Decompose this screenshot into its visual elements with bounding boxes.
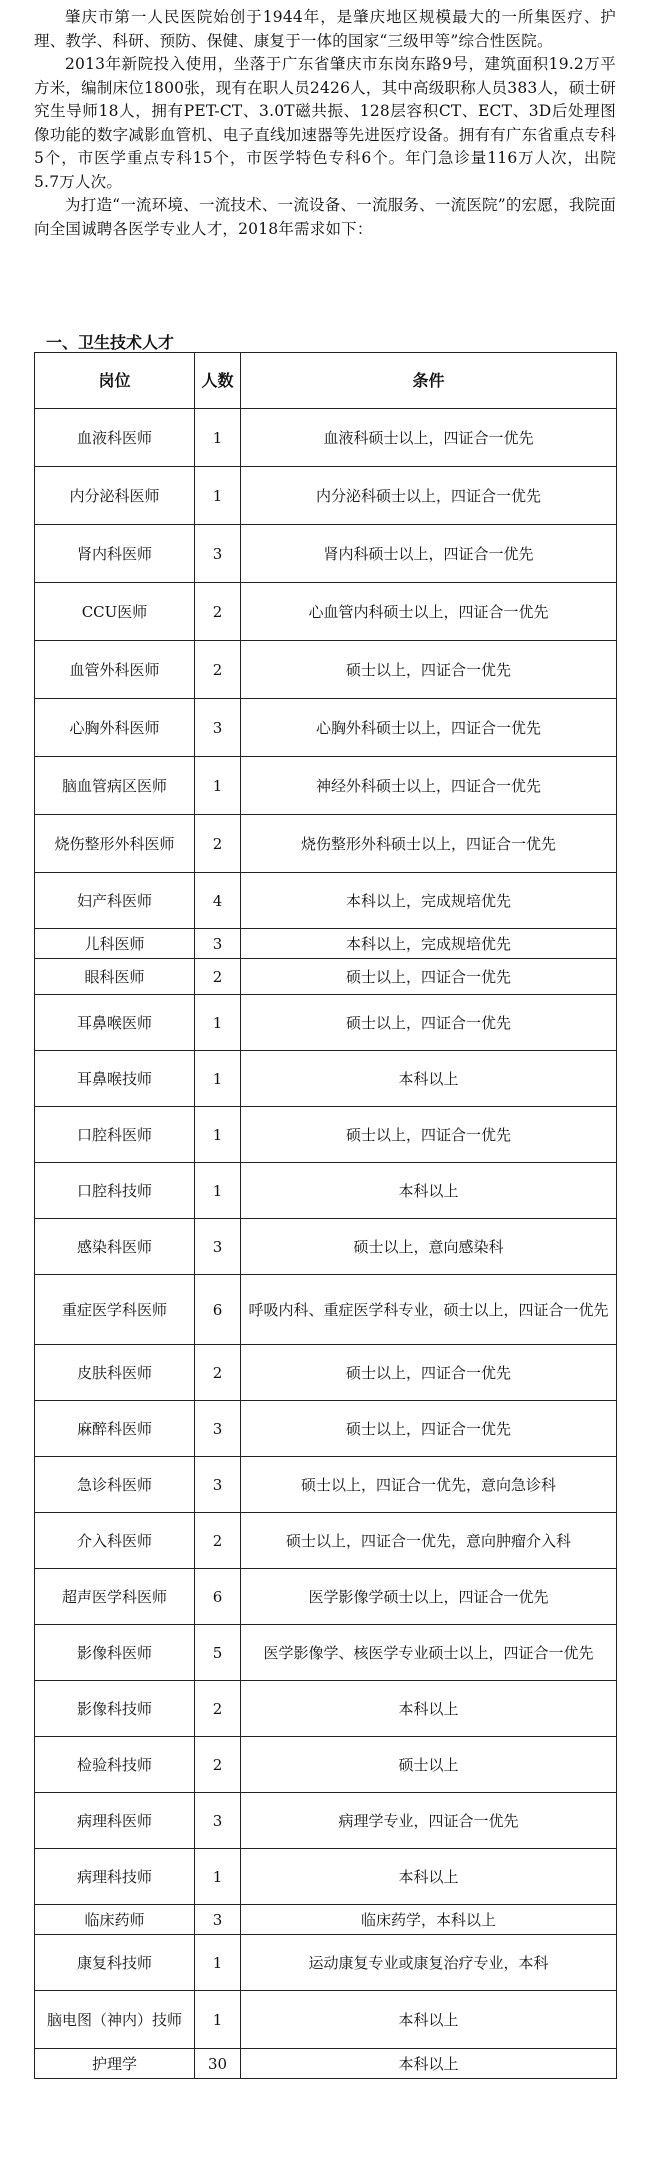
row-count-cell: 3 <box>195 699 241 757</box>
row-position-cell: 血管外科医师 <box>35 641 195 699</box>
table-row <box>35 525 617 583</box>
row-condition-cell: 医学影像学硕士以上，四证合一优先 <box>241 1569 617 1625</box>
row-condition-cell: 本科以上 <box>241 1991 617 2049</box>
row-count-cell: 1 <box>195 1991 241 2049</box>
table-row <box>35 929 617 959</box>
row-position-cell: 感染科医师 <box>35 1219 195 1275</box>
row-condition-cell: 硕士以上，四证合一优先 <box>241 995 617 1051</box>
table-row <box>35 641 617 699</box>
row-condition-cell: 硕士以上，四证合一优先 <box>241 1345 617 1401</box>
table-row <box>35 1681 617 1737</box>
row-condition-cell: 硕士以上，意向感染科 <box>241 1219 617 1275</box>
table-row <box>35 1625 617 1681</box>
row-position-cell: 病理科医师 <box>35 1793 195 1849</box>
row-position-cell: 急诊科医师 <box>35 1457 195 1513</box>
table-row <box>35 467 617 525</box>
row-count-cell: 2 <box>195 959 241 995</box>
table-row <box>35 2049 617 2079</box>
row-position-cell: 病理科技师 <box>35 1849 195 1905</box>
row-count-cell: 1 <box>195 1163 241 1219</box>
row-position-cell: 重症医学科医师 <box>35 1275 195 1345</box>
row-count-cell: 3 <box>195 525 241 583</box>
row-condition-cell: 本科以上 <box>241 1849 617 1905</box>
row-count-cell: 2 <box>195 1737 241 1793</box>
table-row <box>35 1051 617 1107</box>
table-row <box>35 699 617 757</box>
intro-text <box>34 6 616 241</box>
row-position-cell: 超声医学科医师 <box>35 1569 195 1625</box>
row-count-cell: 4 <box>195 873 241 929</box>
row-count-cell: 3 <box>195 1401 241 1457</box>
row-condition-cell: 呼吸内科、重症医学科专业，硕士以上，四证合一优先 <box>241 1275 617 1345</box>
row-condition-cell: 血液科硕士以上，四证合一优先 <box>241 409 617 467</box>
row-condition-cell: 烧伤整形外科硕士以上，四证合一优先 <box>241 815 617 873</box>
row-position-cell: 内分泌科医师 <box>35 467 195 525</box>
row-count-cell: 5 <box>195 1625 241 1681</box>
row-count-cell: 2 <box>195 1681 241 1737</box>
table-row <box>35 1905 617 1935</box>
row-position-cell: 影像科技师 <box>35 1681 195 1737</box>
table-row <box>35 873 617 929</box>
row-position-cell: 脑电图（神内）技师 <box>35 1991 195 2049</box>
row-condition-cell: 硕士以上，四证合一优先 <box>241 1107 617 1163</box>
row-condition-cell: 硕士以上，四证合一优先 <box>241 959 617 995</box>
row-count-cell: 3 <box>195 1457 241 1513</box>
header-count: 人数 <box>195 353 241 409</box>
row-count-cell: 1 <box>195 757 241 815</box>
row-condition-cell: 本科以上 <box>241 1681 617 1737</box>
table-header-row <box>35 353 617 409</box>
table-row <box>35 995 617 1051</box>
row-position-cell: 耳鼻喉技师 <box>35 1051 195 1107</box>
row-count-cell: 3 <box>195 1219 241 1275</box>
row-count-cell: 1 <box>195 467 241 525</box>
row-condition-cell: 运动康复专业或康复治疗专业，本科 <box>241 1935 617 1991</box>
row-condition-cell: 神经外科硕士以上，四证合一优先 <box>241 757 617 815</box>
table-row <box>35 1935 617 1991</box>
section-title: 一、卫生技术人才 <box>46 333 175 352</box>
row-position-cell: 麻醉科医师 <box>35 1401 195 1457</box>
row-position-cell: 心胸外科医师 <box>35 699 195 757</box>
intro-paragraph-facility: 2013年新院投入使用，坐落于广东省肇庆市东岗东路9号，建筑面积19.2万平方米，编制床位1800张，现有在职人员2426人，其中高级职称人员383人，硕士研究生导师18人，拥有PET-CT、3.0T磁共振、128层容积CT、ECT、3D后处理图像功能的数字减影血管机、电子直线加速器等先进医疗设备。拥有有广东省重点专科5个，市医学重点专科15个，市医学特色专科6个。年门急诊量116万人次，出院5.7万人次。 <box>34 55 616 191</box>
row-condition-cell: 硕士以上，四证合一优先 <box>241 1401 617 1457</box>
row-position-cell: 肾内科医师 <box>35 525 195 583</box>
table-row <box>35 1107 617 1163</box>
row-condition-cell: 本科以上，完成规培优先 <box>241 929 617 959</box>
row-position-cell: 检验科技师 <box>35 1737 195 1793</box>
row-count-cell: 30 <box>195 2049 241 2079</box>
row-condition-cell: 临床药学，本科以上 <box>241 1905 617 1935</box>
row-count-cell: 2 <box>195 1345 241 1401</box>
row-position-cell: 烧伤整形外科医师 <box>35 815 195 873</box>
table-row <box>35 1401 617 1457</box>
row-position-cell: 口腔科技师 <box>35 1163 195 1219</box>
row-count-cell: 3 <box>195 1793 241 1849</box>
row-count-cell: 2 <box>195 641 241 699</box>
row-count-cell: 2 <box>195 815 241 873</box>
row-count-cell: 1 <box>195 1849 241 1905</box>
row-condition-cell: 硕士以上，四证合一优先 <box>241 641 617 699</box>
row-condition-cell: 医学影像学、核医学专业硕士以上，四证合一优先 <box>241 1625 617 1681</box>
row-condition-cell: 肾内科硕士以上，四证合一优先 <box>241 525 617 583</box>
row-position-cell: 血液科医师 <box>35 409 195 467</box>
header-condition: 条件 <box>241 353 617 409</box>
row-condition-cell: 本科以上 <box>241 1163 617 1219</box>
row-condition-cell: 硕士以上 <box>241 1737 617 1793</box>
row-condition-cell: 硕士以上，四证合一优先，意向肿瘤介入科 <box>241 1513 617 1569</box>
table-row <box>35 1793 617 1849</box>
row-count-cell: 2 <box>195 1513 241 1569</box>
row-count-cell: 6 <box>195 1569 241 1625</box>
row-condition-cell: 本科以上 <box>241 2049 617 2079</box>
intro-paragraph-recruitment: 为打造“一流环境、一流技术、一流设备、一流服务、一流医院”的宏愿，我院面向全国诚聘各医学专业人才，2018年需求如下： <box>34 196 616 238</box>
table-row <box>35 1737 617 1793</box>
table-row <box>35 1457 617 1513</box>
row-count-cell: 1 <box>195 1935 241 1991</box>
row-condition-cell: 内分泌科硕士以上，四证合一优先 <box>241 467 617 525</box>
row-position-cell: 皮肤科医师 <box>35 1345 195 1401</box>
row-position-cell: 妇产科医师 <box>35 873 195 929</box>
table-row <box>35 815 617 873</box>
table-row <box>35 1849 617 1905</box>
row-position-cell: 口腔科医师 <box>35 1107 195 1163</box>
row-condition-cell: 心血管内科硕士以上，四证合一优先 <box>241 583 617 641</box>
table-row <box>35 583 617 641</box>
row-count-cell: 1 <box>195 1051 241 1107</box>
row-count-cell: 2 <box>195 583 241 641</box>
row-count-cell: 1 <box>195 995 241 1051</box>
row-count-cell: 6 <box>195 1275 241 1345</box>
row-position-cell: 儿科医师 <box>35 929 195 959</box>
row-condition-cell: 本科以上 <box>241 1051 617 1107</box>
row-condition-cell: 本科以上，完成规培优先 <box>241 873 617 929</box>
table-row <box>35 1569 617 1625</box>
row-position-cell: 影像科医师 <box>35 1625 195 1681</box>
row-condition-cell: 病理学专业，四证合一优先 <box>241 1793 617 1849</box>
row-position-cell: CCU医师 <box>35 583 195 641</box>
table-row <box>35 409 617 467</box>
header-position: 岗位 <box>35 353 195 409</box>
row-count-cell: 3 <box>195 929 241 959</box>
row-position-cell: 脑血管病区医师 <box>35 757 195 815</box>
row-condition-cell: 硕士以上，四证合一优先，意向急诊科 <box>241 1457 617 1513</box>
table-row <box>35 1991 617 2049</box>
table-row <box>35 757 617 815</box>
table-row <box>35 1513 617 1569</box>
row-position-cell: 眼科医师 <box>35 959 195 995</box>
row-count-cell: 1 <box>195 1107 241 1163</box>
row-count-cell: 3 <box>195 1905 241 1935</box>
row-position-cell: 介入科医师 <box>35 1513 195 1569</box>
row-position-cell: 护理学 <box>35 2049 195 2079</box>
recruitment-table <box>34 352 617 2079</box>
table-row <box>35 959 617 995</box>
table-row <box>35 1219 617 1275</box>
row-position-cell: 临床药师 <box>35 1905 195 1935</box>
row-condition-cell: 心胸外科硕士以上，四证合一优先 <box>241 699 617 757</box>
table-row <box>35 1275 617 1345</box>
table-row <box>35 1163 617 1219</box>
row-position-cell: 康复科技师 <box>35 1935 195 1991</box>
row-position-cell: 耳鼻喉医师 <box>35 995 195 1051</box>
row-count-cell: 1 <box>195 409 241 467</box>
table-row <box>35 1345 617 1401</box>
intro-paragraph-history: 肇庆市第一人民医院始创于1944年，是肇庆地区规模最大的一所集医疗、护理、教学、科研、预防、保健、康复于一体的国家“三级甲等”综合性医院。 <box>34 8 616 50</box>
